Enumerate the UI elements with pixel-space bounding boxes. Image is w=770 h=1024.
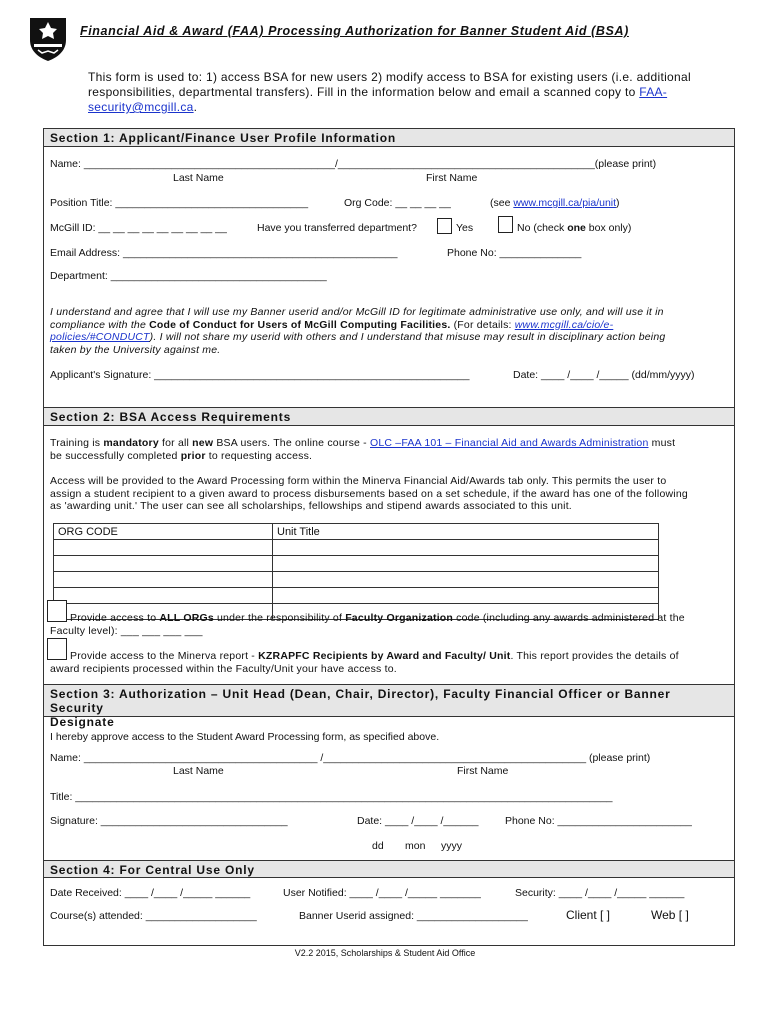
- conduct-link[interactable]: www.mcgill.ca/cio/e-: [514, 318, 614, 331]
- transferred-question: Have you transferred department?: [257, 222, 417, 234]
- section2-heading: Section 2: BSA Access Requirements: [44, 408, 734, 426]
- auth-first-name-caption: First Name: [457, 765, 509, 777]
- applicant-signature-field[interactable]: Applicant's Signature: ______________________________________________________: [50, 369, 470, 381]
- date-yyyy-caption: yyyy: [441, 840, 462, 852]
- form-title: Financial Aid & Award (FAA) Processing Authorization for Banner Student Aid (BSA): [80, 24, 629, 38]
- unit-title-header: Unit Title: [273, 524, 659, 540]
- agreement-text: I understand and agree that I will use my Banner userid and/or McGill ID for legitimate administrative use only, and will use it in compliance with the Code of Conduct for Users of McGill Computing Facilities. (For details: www.mcgill.ca/cio/e- policies/#CONDUCT). I will not share my userid with others and I understand that misuse may result in disciplinary action being taken by the University against me.: [50, 306, 666, 356]
- table-header-row: [54, 524, 659, 540]
- date-dd-caption: dd: [372, 840, 384, 852]
- authorizer-title-field[interactable]: Title: ____________________________________________________________________________________________: [50, 791, 613, 803]
- courses-attended-field[interactable]: Course(s) attended: ___________________: [50, 910, 257, 922]
- client-checkbox[interactable]: Client [ ]: [566, 908, 611, 922]
- authorizer-date-field[interactable]: Date: ____ /____ /______: [357, 815, 479, 827]
- applicant-name-field[interactable]: Name: ___________________________________________/____________________________________________(please print): [50, 158, 657, 170]
- authorizer-name-field[interactable]: Name: ________________________________________ /_____________________________________________ (please print): [50, 752, 651, 764]
- transferred-no-checkbox[interactable]: [498, 216, 513, 233]
- table-row[interactable]: [54, 588, 659, 604]
- org-code-field[interactable]: Org Code: __ __ __ __: [344, 197, 451, 209]
- intro-text: This form is used to: 1) access BSA for new users 2) modify access to BSA for existing users (i.e. additional responsibilities, departmental transfers). Fill in the information below and email a scanned copy to FAA- security@mcgill.ca.: [88, 70, 691, 114]
- faa-security-email-link-cont[interactable]: security@mcgill.ca: [88, 100, 194, 114]
- org-code-table: [53, 523, 659, 620]
- table-row[interactable]: [54, 556, 659, 572]
- phone-field[interactable]: Phone No: ______________: [447, 247, 582, 259]
- mcgill-id-field[interactable]: McGill ID: __ __ __ __ __ __ __ __ __: [50, 222, 227, 234]
- security-field[interactable]: Security: ____ /____ /_____ ______: [515, 887, 685, 899]
- web-checkbox[interactable]: Web [ ]: [651, 908, 689, 922]
- approval-statement: I hereby approve access to the Student Award Processing form, as specified above.: [50, 731, 440, 743]
- org-code-header: ORG CODE: [54, 524, 273, 540]
- table-row[interactable]: [54, 572, 659, 588]
- kzrapfc-report-option: Provide access to the Minerva report - KZRAPFC Recipients by Award and Faculty/ Unit. This report provides the details of award recipients processed within the Faculty/Unit your have access to.: [50, 650, 679, 675]
- pia-unit-link[interactable]: www.mcgill.ca/pia/unit: [513, 197, 617, 209]
- department-field[interactable]: Department: _____________________________________: [50, 270, 327, 282]
- all-orgs-option: Provide access to ALL ORGs under the responsibility of Faculty Organization code (including any awards administered at the Faculty level): ___ ___ ___ ___: [50, 612, 685, 637]
- faa-security-email-link[interactable]: FAA-: [639, 85, 668, 99]
- training-text: Training is mandatory for all new BSA users. The online course - OLC –FAA 101 – Financial Aid and Awards Administration must be successfully completed prior to requesting access.: [50, 437, 676, 462]
- date-mon-caption: mon: [405, 840, 426, 852]
- banner-userid-field[interactable]: Banner Userid assigned: ___________________: [299, 910, 528, 922]
- conduct-link-cont[interactable]: policies/#CONDUCT: [50, 331, 150, 343]
- section1-heading: Section 1: Applicant/Finance User Profile Information: [44, 129, 734, 147]
- table-row[interactable]: [54, 540, 659, 556]
- first-name-caption: First Name: [426, 172, 478, 184]
- org-code-see: (see www.mcgill.ca/pia/unit): [490, 197, 620, 209]
- email-address-field[interactable]: Email Address: _______________________________________________: [50, 247, 398, 259]
- footer-version: V2.2 2015, Scholarships & Student Aid Office: [294, 948, 476, 958]
- olc-course-link[interactable]: OLC –FAA 101 – Financial Aid and Awards Administration: [370, 437, 649, 449]
- transferred-yes-checkbox[interactable]: [437, 218, 452, 234]
- access-text: Access will be provided to the Award Processing form within the Minerva Financial Aid/Awards tab only. This permits the user to assign a student recipient to a given award to process disbursements based on a set schedule, if the award has one of the following as 'awarding unit.' The user can see all scholarships, fellowships and stipend awards associated to this unit.: [50, 475, 688, 512]
- applicant-date-field[interactable]: Date: ____ /____ /_____ (dd/mm/yyyy): [513, 369, 695, 381]
- no-label: No (check one box only): [517, 222, 632, 234]
- authorizer-signature-field[interactable]: Signature: ________________________________: [50, 815, 288, 827]
- last-name-caption: Last Name: [173, 172, 224, 184]
- user-notified-field[interactable]: User Notified: ____ /____ /_____ _______: [283, 887, 481, 899]
- section4-heading: Section 4: For Central Use Only: [44, 861, 734, 878]
- authorizer-phone-field[interactable]: Phone No: _______________________: [505, 815, 692, 827]
- section3-heading: Section 3: Authorization – Unit Head (Dean, Chair, Director), Faculty Financial Officer or Banner Security Designate: [44, 685, 734, 717]
- auth-last-name-caption: Last Name: [173, 765, 224, 777]
- yes-label: Yes: [456, 222, 474, 234]
- date-received-field[interactable]: Date Received: ____ /____ /_____ ______: [50, 887, 251, 899]
- mcgill-crest-logo: [28, 16, 68, 62]
- position-title-field[interactable]: Position Title: _________________________________: [50, 197, 309, 209]
